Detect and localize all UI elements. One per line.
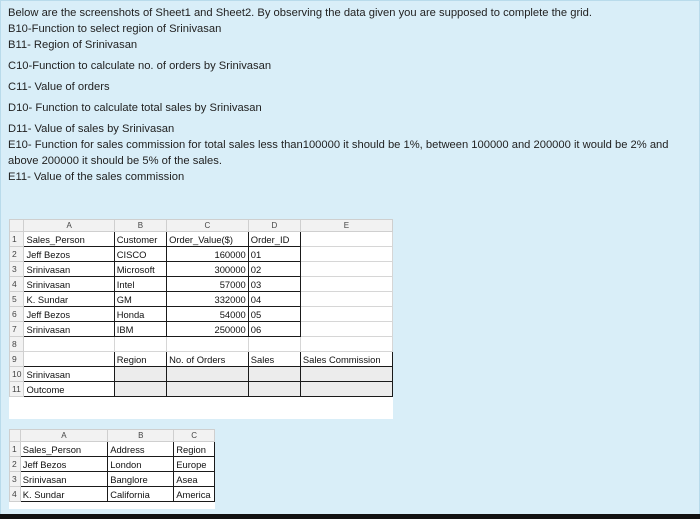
cell: 332000 (167, 292, 249, 307)
row-number: 9 (10, 352, 24, 367)
row-number: 5 (10, 292, 24, 307)
cell: 01 (248, 247, 300, 262)
cell (300, 322, 392, 337)
column-header: A (20, 430, 107, 442)
instruction-e11: E11- Value of the sales commission (8, 171, 185, 183)
cell (248, 382, 300, 397)
instruction-d11: D11- Value of sales by Srinivasan (8, 123, 175, 135)
cell: Intel (114, 277, 166, 292)
cell: 05 (248, 307, 300, 322)
table-row (10, 472, 215, 487)
grid-header-cell: Sales Commission (300, 352, 392, 367)
table-row (10, 277, 393, 292)
corner-cell (10, 430, 21, 442)
column-header-row (10, 220, 393, 232)
cell: Jeff Bezos (20, 457, 107, 472)
grid-header-cell: No. of Orders (167, 352, 249, 367)
row-number: 1 (10, 442, 21, 457)
cell (300, 277, 392, 292)
sheet1-screenshot (9, 219, 393, 419)
cell: Honda (114, 307, 166, 322)
cell (248, 367, 300, 382)
cell (300, 367, 392, 382)
cell (114, 367, 166, 382)
cell: Europe (174, 457, 215, 472)
cell: CISCO (114, 247, 166, 262)
row-number: 4 (10, 277, 24, 292)
cell: 250000 (167, 322, 249, 337)
cell: Srinivasan (24, 262, 114, 277)
cell: Jeff Bezos (24, 307, 114, 322)
cell: America (174, 487, 215, 502)
column-header: E (300, 220, 392, 232)
cell (24, 337, 114, 352)
cell (167, 367, 249, 382)
row-number: 8 (10, 337, 24, 352)
table-row (10, 457, 215, 472)
row-number: 7 (10, 322, 24, 337)
table-row (10, 367, 393, 382)
row-number: 6 (10, 307, 24, 322)
instructions (8, 5, 698, 185)
cell: Jeff Bezos (24, 247, 114, 262)
instruction-b10: B10-Function to select region of Srinivasan (8, 23, 222, 35)
table-row (10, 442, 215, 457)
cell: Srinivasan (24, 322, 114, 337)
cell (300, 337, 392, 352)
table-row (10, 307, 393, 322)
cell: 160000 (167, 247, 249, 262)
table-row (10, 322, 393, 337)
table-row (10, 337, 393, 352)
grid-row-label: Outcome (24, 382, 114, 397)
row-number: 2 (10, 247, 24, 262)
cell (24, 352, 114, 367)
cell: Order_ID (248, 232, 300, 247)
column-header: B (114, 220, 166, 232)
cell: Srinivasan (24, 277, 114, 292)
cell: Address (108, 442, 174, 457)
cell: GM (114, 292, 166, 307)
table-row (10, 292, 393, 307)
cell: 04 (248, 292, 300, 307)
table-row (10, 232, 393, 247)
cell: 54000 (167, 307, 249, 322)
cell: Banglore (108, 472, 174, 487)
cell (300, 262, 392, 277)
cell: California (108, 487, 174, 502)
cell: K. Sundar (24, 292, 114, 307)
row-number: 4 (10, 487, 21, 502)
intro-text: Below are the screenshots of Sheet1 and Sheet2. By observing the data given you are supposed to complete the grid. (8, 7, 592, 19)
instruction-e10: E10- Function for sales commission for total sales less than100000 it should be 1%, between 100000 and 200000 it would be 2% and above 200000 it should be 5% of the sales. (8, 139, 669, 167)
instruction-c10: C10-Function to calculate no. of orders by Srinivasan (8, 60, 272, 72)
cell: Region (174, 442, 215, 457)
row-number: 3 (10, 262, 24, 277)
bottom-border (0, 514, 700, 519)
cell: Microsoft (114, 262, 166, 277)
cell: Sales_Person (20, 442, 107, 457)
column-header: C (174, 430, 215, 442)
row-number: 1 (10, 232, 24, 247)
column-header-row (10, 430, 215, 442)
cell: 02 (248, 262, 300, 277)
cell (114, 382, 166, 397)
cell (167, 337, 249, 352)
cell (300, 307, 392, 322)
table-row (10, 487, 215, 502)
grid-header-cell: Sales (248, 352, 300, 367)
row-number: 11 (10, 382, 24, 397)
column-header: A (24, 220, 114, 232)
instruction-d10: D10- Function to calculate total sales by Srinivasan (8, 102, 262, 114)
cell: Order_Value($) (167, 232, 249, 247)
corner-cell (10, 220, 24, 232)
instruction-b11: B11- Region of Srinivasan (8, 39, 138, 51)
sheet1-table (9, 219, 393, 397)
cell: IBM (114, 322, 166, 337)
cell: Sales_Person (24, 232, 114, 247)
sheet2-screenshot (9, 429, 215, 509)
row-number: 3 (10, 472, 21, 487)
cell (167, 382, 249, 397)
row-number: 2 (10, 457, 21, 472)
cell (300, 382, 392, 397)
grid-row-label: Srinivasan (24, 367, 114, 382)
cell (114, 337, 166, 352)
cell (300, 232, 392, 247)
sheet2-table (9, 429, 215, 502)
cell (248, 337, 300, 352)
table-row (10, 382, 393, 397)
column-header: B (108, 430, 174, 442)
table-row (10, 352, 393, 367)
cell: 300000 (167, 262, 249, 277)
cell: Asea (174, 472, 215, 487)
cell: K. Sundar (20, 487, 107, 502)
column-header: D (248, 220, 300, 232)
cell (300, 247, 392, 262)
column-header: C (167, 220, 249, 232)
grid-header-cell: Region (114, 352, 166, 367)
cell: 57000 (167, 277, 249, 292)
cell (300, 292, 392, 307)
cell: 06 (248, 322, 300, 337)
cell: Customer (114, 232, 166, 247)
row-number: 10 (10, 367, 24, 382)
instruction-c11: C11- Value of orders (8, 81, 110, 93)
table-row (10, 247, 393, 262)
cell: Srinivasan (20, 472, 107, 487)
table-row (10, 262, 393, 277)
cell: 03 (248, 277, 300, 292)
cell: London (108, 457, 174, 472)
